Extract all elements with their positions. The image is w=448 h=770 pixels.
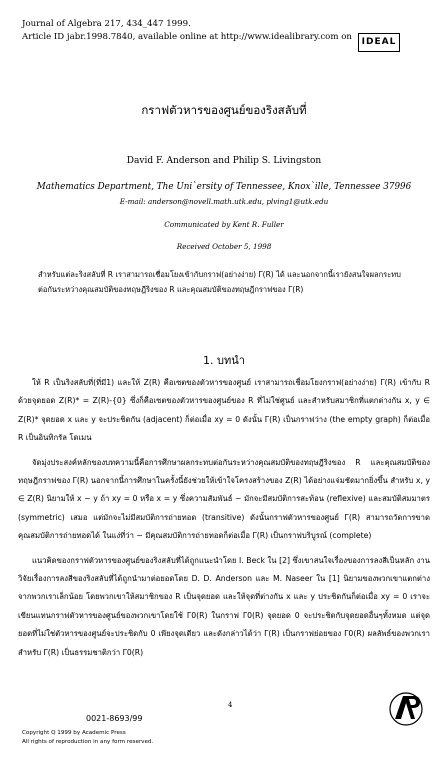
abstract: สำหรับแต่ละริงสลับที่ R เราสามารถเชื่อมโยงเข้ากับกราฟ(อย่างง่าย) Γ(R) ได้ และนอกจากนี้เรายังสนใจผลกระทบต่อกันระหว่างคุณสมบัติของทฤษฎีริงของ R และคุณสมบัติของทฤษฎีกราฟของ Γ(R) xyxy=(38,270,401,294)
issn-code: 0021-8693/99 xyxy=(86,714,143,723)
article-id-line: Article ID jabr.1998.7840, available online at http://www.idealibrary.com on xyxy=(22,32,352,42)
paragraph: จัดมุ่งประสงค์หลักของบทความนี้คือการศึกษาผลกระทบต่อกันระหว่างคุณสมบัติของทฤษฎีริงของ R และคุณสมบัติของทฤษฎีกราฟของ Γ(R) นอกจากนี้การศึกษาในครั้งนี้ยังช่วยให้เข้าใจโครงสร้างของ Z(R) ได้อย่างแจ่มชัดมากยิ่งขึ้น สำหรับ x, y ∈ Z(R) นิยามให้ x ~ y ถ้า xy = 0 หรือ x = y ซึ่งความสัมพันธ์ ~ มักจะมีสมบัติการสะท้อน (reflexive) และสมบัติสมมาตร (symmetric) เสมอ แต่มักจะไม่มีสมบัติการถ่ายทอด (transitive) ดังนั้นกราฟตัวหารของศูนย์ Γ(R) สามารถวัดการขาดคุณสมบัติการถ่ายทอดได้ ในแง่ที่ว่า ~ มีคุณสมบัติการถ่ายทอดก็ต่อเมื่อ Γ(R) เป็นกราฟบริบูรณ์ (complete) xyxy=(18,457,430,541)
body-text xyxy=(18,374,430,662)
section-heading: 1. บทนำ xyxy=(203,354,245,367)
copyright-line: Copyright Q 1999 by Academic Press xyxy=(22,730,126,736)
authors: David F. Anderson and Philip S. Livingston xyxy=(126,156,322,166)
email-line: E-mail: anderson@novell.math.utk.edu, plving1@utk.edu xyxy=(119,197,329,206)
affiliation: Mathematics Department, The Uni`ersity of Tennessee, Knox`ille, Tennessee 37996 xyxy=(36,182,412,192)
paper-title: กราฟตัวหารของศูนย์ของริงสลับที่ xyxy=(141,103,307,117)
paragraph: แนวคิดของกราฟตัวหารของศูนย์ของริงสลับที่ได้ถูกแนะนำโดย I. Beck ใน [2] ซึ่งเขาสนใจเรื่องของการลงสีเป็นหลัก งานวิจัยเรื่องการลงสีของริงสลับที่ได้ถูกนำมาต่อยอดโดย D. D. Anderson และ M. Naseer ใน [1] นิยามของพวกเขาแตกต่างจากพวกเราเล็กน้อย โดยพวกเขาให้สมาชิกของ R เป็นจุดยอด และให้จุดที่ต่างกัน x และ y ประชิดกันก็ต่อเมื่อ xy = 0 เราจะเขียนแทนกราฟตัวหารของศูนย์ของพวกเขาโดยใช้ Γ0(R) ในกราฟ Γ0(R) จุดยอด 0 จะประชิดกับจุดยอดอื่นๆทั้งหมด แต่จุดยอดที่ไม่ใช่ตัวหารของศูนย์จะประชิดกับ 0 เพียงจุดเดียว และดังกล่าวได้ว่า Γ(R) เป็นกราฟย่อยของ Γ0(R) ผลลัพธ์ของพวกเราสำหรับ Γ(R) เป็นธรรมชาติกว่า Γ0(R) xyxy=(18,555,430,657)
ideal-logo: IDEAL xyxy=(358,33,400,52)
page-number: 4 xyxy=(228,701,233,709)
academic-press-logo xyxy=(386,688,426,730)
paragraph: ให้ R เป็นริงสลับที่(ที่มี1) และให้ Z(R) คือเซตของตัวหารของศูนย์ เราสามารถเชื่อมโยงกราฟ(อย่างง่าย) Γ(R) เข้ากับ R ด้วยจุดยอด Z(R)* = Z(R)-{0} ซึ่งก็คือเซตของตัวหารของศูนย์ของ R ที่ไม่ใช่ศูนย์ และสำหรับสมาชิกที่แตกต่างกัน x, y ∈ Z(R)* จุดยอด x และ y จะประชิดกัน (adjacent) ก็ต่อเมื่อ xy = 0 ดังนั้น Γ(R) เป็นกราฟว่าง (the empty graph) ก็ต่อเมื่อ R เป็นอินทิกรัล โดเมน xyxy=(18,378,430,443)
communicated-by: Communicated by Kent R. Fuller xyxy=(164,220,284,229)
journal-line: Journal of Algebra 217, 434_447 1999. xyxy=(22,19,191,29)
rights-line: All rights of reproduction in any form reserved. xyxy=(22,739,154,745)
received-date: Received October 5, 1998 xyxy=(176,242,272,251)
